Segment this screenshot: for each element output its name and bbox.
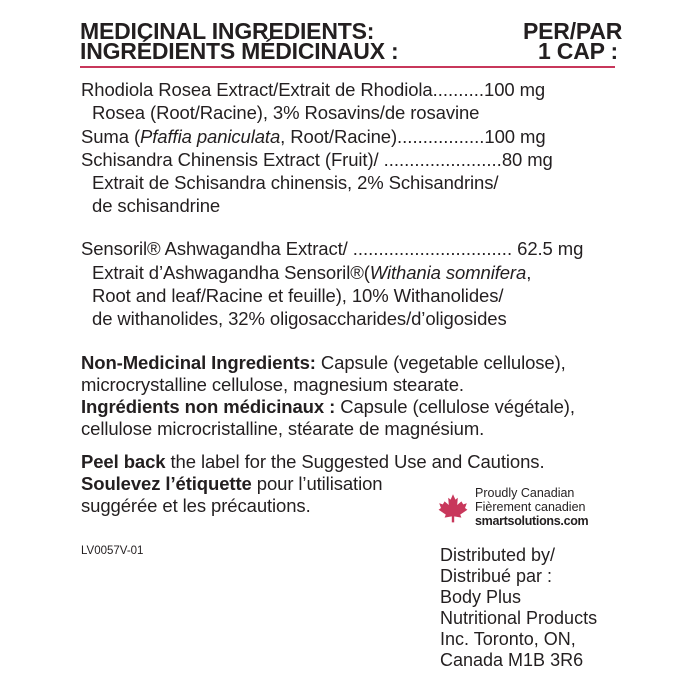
comma: , — [526, 262, 532, 283]
distributor-line-2: Distribué par : — [440, 566, 553, 586]
non-medicinal-fr-label: Ingrédients non médicinaux : — [81, 396, 336, 417]
leader-dots: ................. — [397, 126, 485, 147]
non-medicinal-en-text: Capsule (vegetable cellulose), — [315, 352, 566, 373]
ingredient-ashwagandha-detail-1 — [92, 262, 531, 284]
header-divider — [80, 66, 615, 68]
ingredient-schisandra-name: Schisandra Chinensis Extract (Fruit)/ — [81, 149, 379, 170]
leader-dots: ....................... — [383, 149, 502, 170]
maple-leaf-icon — [438, 493, 468, 523]
non-medicinal-fr — [81, 396, 575, 417]
peel-back-fr-bold: Soulevez l’étiquette — [81, 473, 252, 494]
ingredient-rhodiola-name: Rhodiola Rosea Extract/Extrait de Rhodiola — [81, 79, 433, 100]
peel-back-en — [81, 451, 544, 472]
medicinal-ingredients-heading-en: MEDICINAL INGREDIENTS: — [80, 18, 375, 44]
website-text: smartsolutions.com — [475, 514, 589, 528]
non-medicinal-fr-text: Capsule (cellulose végétale), — [335, 396, 575, 417]
peel-back-fr-cont: suggérée et les précautions. — [81, 495, 311, 516]
ingredient-suma-amount: 100 mg — [484, 126, 546, 147]
non-medicinal-en-cont: microcrystalline cellulose, magnesium stearate. — [81, 374, 464, 395]
ingredient-ashwagandha-fr: Extrait d’Ashwagandha Sensoril®( — [92, 262, 370, 283]
ingredient-ashwagandha-amount: 62.5 mg — [517, 238, 584, 259]
ingredient-rhodiola — [81, 79, 545, 101]
ingredient-rhodiola-detail: Rosea (Root/Racine), 3% Rosavins/de rosavine — [92, 102, 480, 123]
ingredient-suma-name: Suma ( — [81, 126, 141, 147]
ingredient-ashwagandha — [81, 238, 583, 260]
ingredient-ashwagandha-latin: Withania somnifera — [369, 262, 527, 283]
peel-back-en-bold: Peel back — [81, 451, 166, 472]
medicinal-ingredients-heading-fr: INGRÉDIENTS MÉDICINAUX : — [80, 38, 399, 64]
ingredient-rhodiola-amount: 100 mg — [484, 79, 546, 100]
per-cap-heading: 1 CAP : — [538, 38, 618, 64]
per-heading: PER/PAR — [523, 18, 623, 44]
ingredient-suma — [81, 126, 546, 148]
ingredient-schisandra-detail-2: de schisandrine — [92, 195, 221, 216]
ingredient-suma-latin: Pfaffia paniculata — [140, 126, 281, 147]
ingredient-ashwagandha-name: Sensoril® Ashwagandha Extract/ — [81, 238, 348, 259]
leader-dots: ............................... — [352, 238, 513, 259]
distributor-line-3: Body Plus — [440, 587, 522, 607]
distributor-line-6: Canada M1B 3R6 — [440, 650, 584, 670]
distributor-line-4: Nutritional Products — [440, 608, 598, 628]
ingredient-schisandra — [81, 149, 553, 171]
distributor-line-1: Distributed by/ — [440, 545, 556, 565]
peel-back-en-text: the label for the Suggested Use and Cautions. — [165, 451, 545, 472]
distributor-line-5: Inc. Toronto, ON, — [440, 629, 576, 649]
non-medicinal-en-label: Non-Medicinal Ingredients: — [81, 352, 316, 373]
ingredient-schisandra-amount: 80 mg — [501, 149, 553, 170]
non-medicinal-fr-cont: cellulose microcristalline, stéarate de magnésium. — [81, 418, 485, 439]
ingredient-ashwagandha-detail-3: de withanolides, 32% oligosaccharides/d’oligosides — [92, 308, 507, 329]
peel-back-fr — [81, 473, 382, 494]
ingredient-schisandra-detail-1: Extrait de Schisandra chinensis, 2% Schisandrins/ — [92, 172, 499, 193]
proudly-canadian-text: Proudly Canadian — [475, 486, 575, 500]
ingredient-ashwagandha-detail-2: Root and leaf/Racine et feuille), 10% Withanolides/ — [92, 285, 504, 306]
ingredient-suma-part: , Root/Racine) — [280, 126, 398, 147]
non-medicinal-en — [81, 352, 566, 373]
lot-code: LV0057V-01 — [81, 545, 144, 557]
peel-back-fr-text: pour l’utilisation — [251, 473, 383, 494]
leader-dots: .......... — [432, 79, 485, 100]
fierement-canadien-text: Fièrement canadien — [475, 500, 586, 514]
